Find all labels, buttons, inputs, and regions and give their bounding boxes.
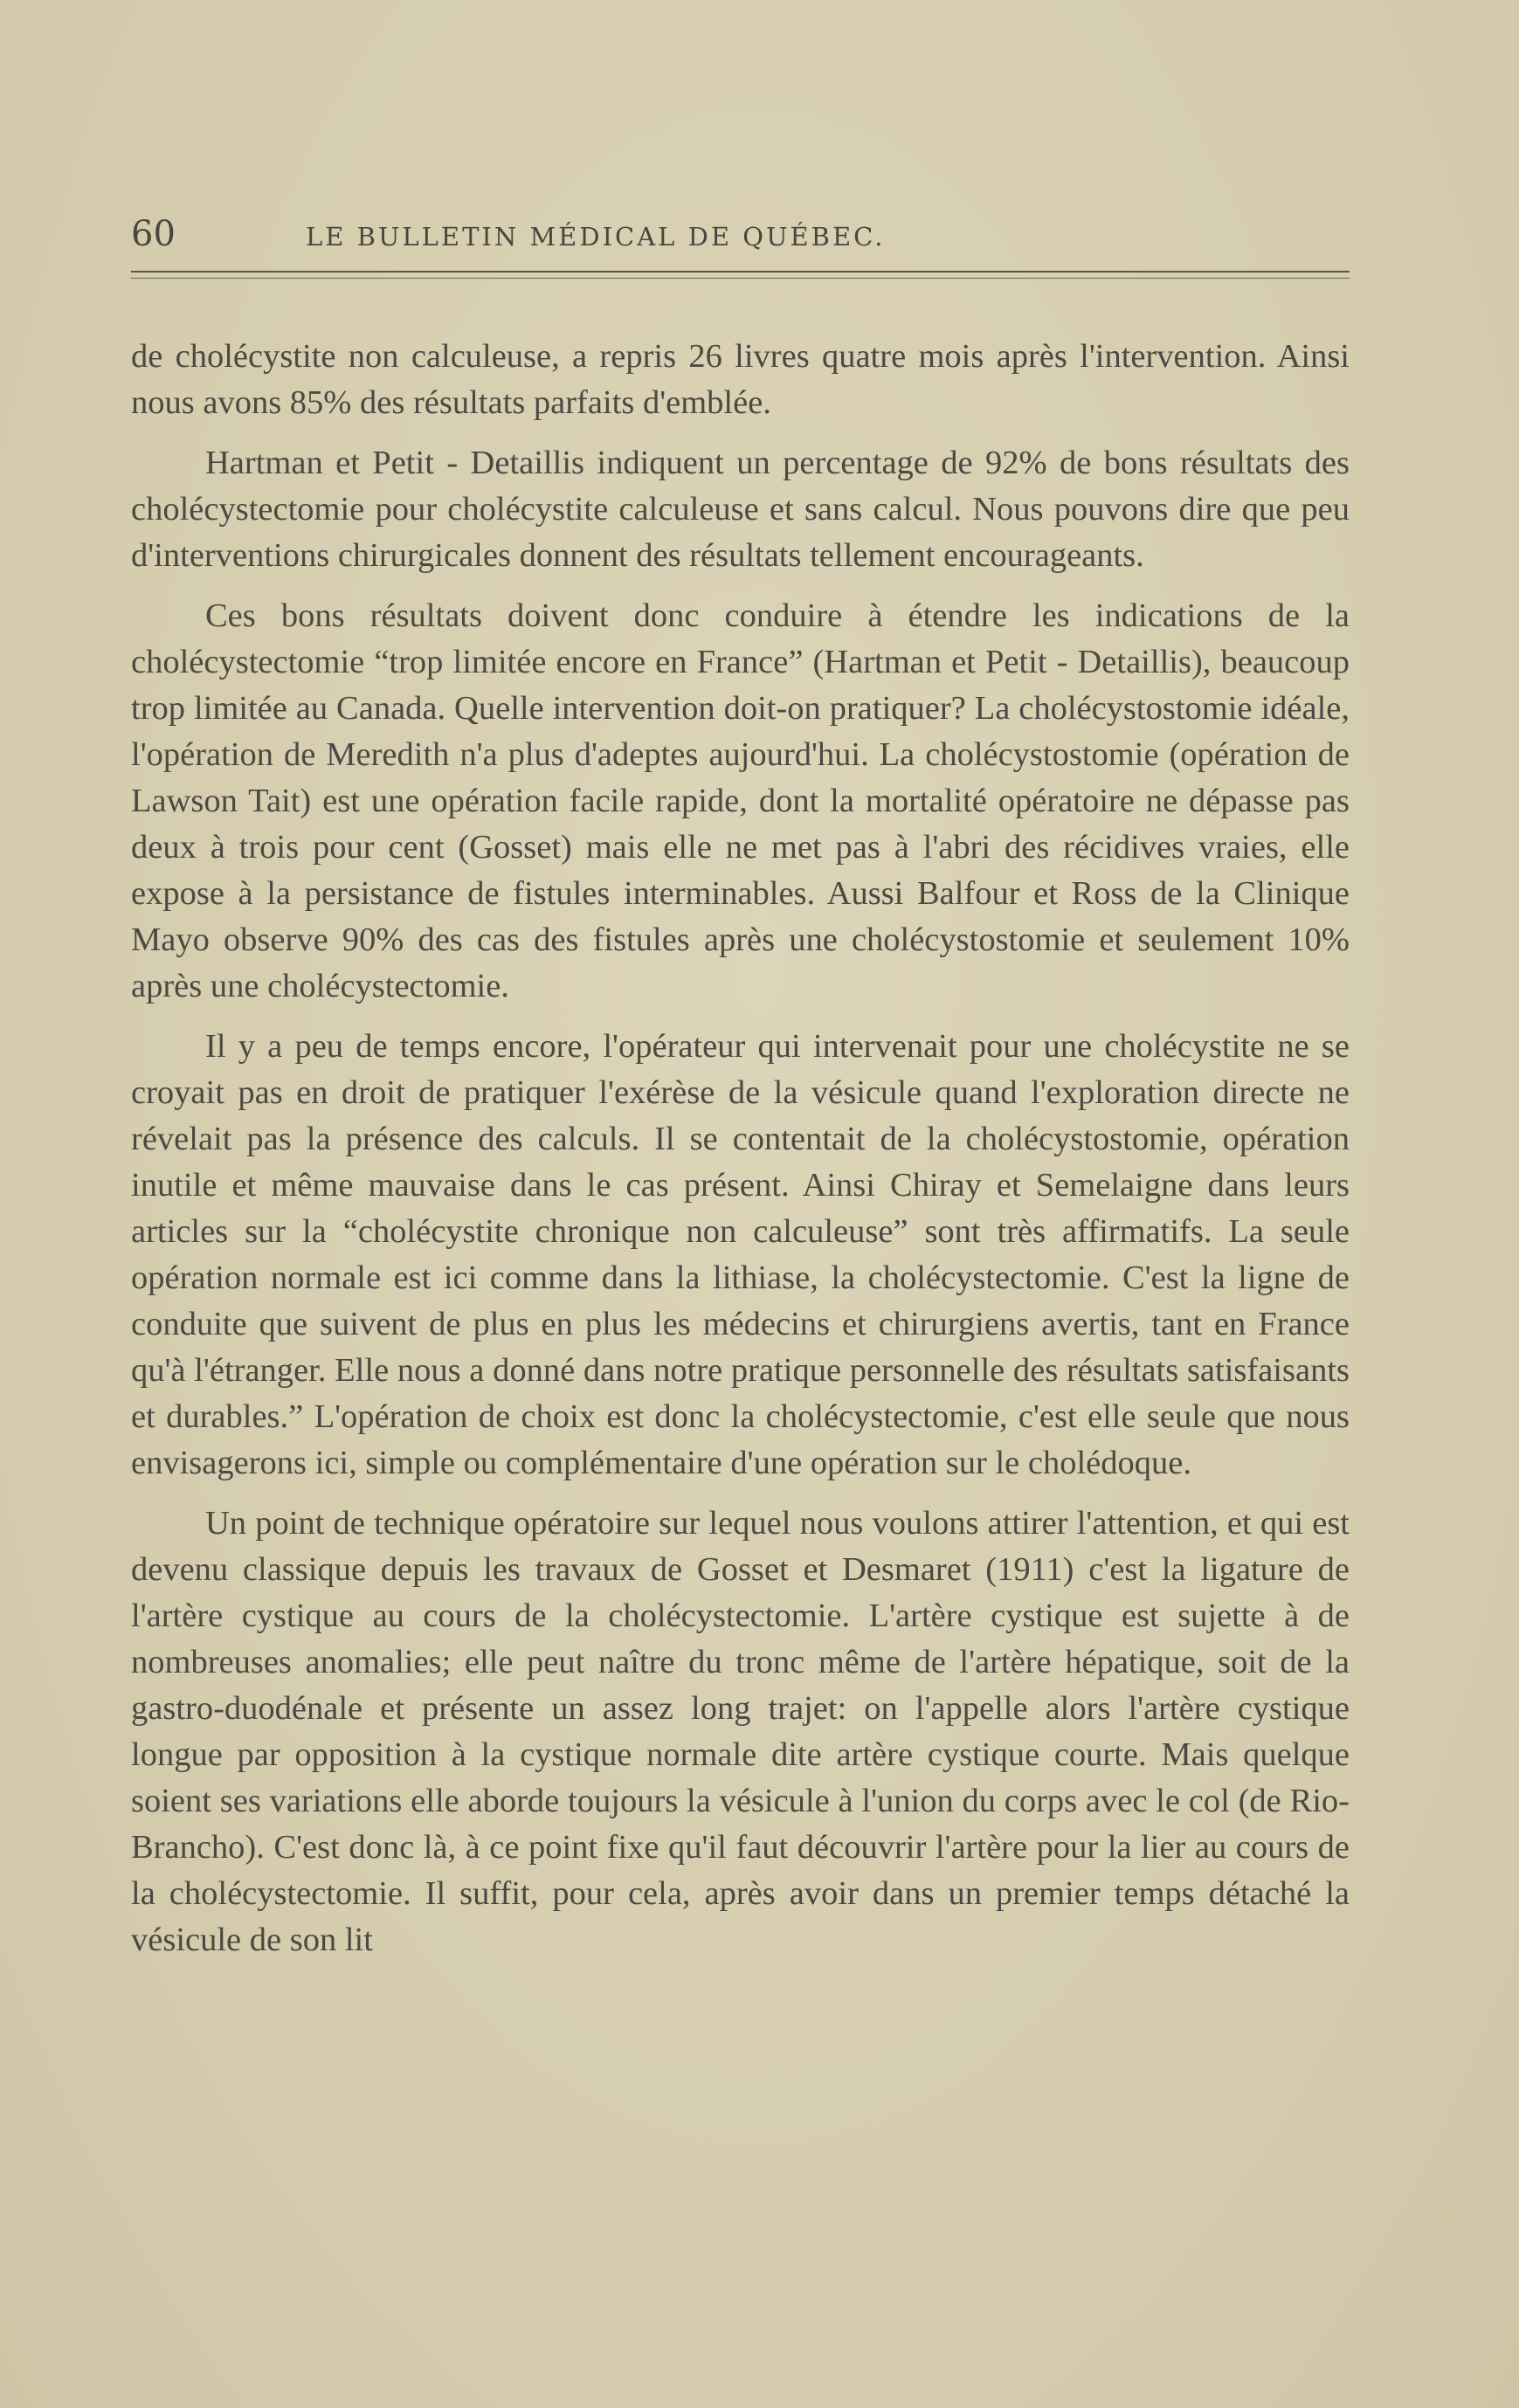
paragraph-2: Hartman et Petit - Detaillis indiquent un percentage de 92% de bons résultats des cholécystectomie pour cholécystite calculeuse et sans calcul. Nous pouvons dire que peu d'interventions chirurgicales donnent des résultats tellement encourageants. bbox=[131, 445, 1350, 574]
paragraph-1: de cholécystite non calculeuse, a repris 26 livres quatre mois après l'intervention. Ainsi nous avons 85% des résultats parfaits d'emblée. bbox=[131, 338, 1350, 421]
header-rule-secondary bbox=[131, 278, 1350, 279]
paragraph-4: Il y a peu de temps encore, l'opérateur qui intervenait pour une cholécystite ne se croyait pas en droit de pratiquer l'exérèse de la vésicule quand l'exploration directe ne révelait pas la présence des calculs. Il se contentait de la cholécystostomie, opération inutile et même mauvaise dans le cas présent. Ainsi Chiray et Semelaigne dans leurs articles sur la “cholécystite chronique non calculeuse” sont très affirmatifs. La seule opération normale est ici comme dans la lithiase, la cholécystectomie. C'est la ligne de conduite que suivent de plus en plus les médecins et chirurgiens avertis, tant en France qu'à l'étranger. Elle nous a donné dans notre pratique personnelle des résultats satisfaisants et durables.” L'opération de choix est donc la cholécystectomie, c'est elle seule que nous envisagerons ici, simple ou complémentaire d'une opération sur le cholédoque. bbox=[131, 1028, 1350, 1481]
paragraph-3: Ces bons résultats doivent donc conduire à étendre les indications de la cholécystectomie “trop limitée encore en France” (Hartman et Petit - Detaillis), beaucoup trop limitée au Canada. Quelle intervention doit-on pratiquer? La cholécystostomie idéale, l'opération de Meredith n'a plus d'adeptes aujourd'hui. La cholécystostomie (opération de Lawson Tait) est une opération facile rapide, dont la mortalité opératoire ne dépasse pas deux à trois pour cent (Gosset) mais elle ne met pas à l'abri des récidives vraies, elle expose à la persistance de fistules interminables. Aussi Balfour et Ross de la Clinique Mayo observe 90% des cas des fistules après une cholécystostomie et seulement 10% après une cholécystectomie. bbox=[131, 597, 1350, 1004]
header-rule bbox=[131, 271, 1350, 273]
body-text bbox=[131, 334, 1350, 1977]
page-header bbox=[131, 212, 1350, 265]
paragraph-5: Un point de technique opératoire sur lequel nous voulons attirer l'attention, et qui est devenu classique depuis les travaux de Gosset et Desmaret (1911) c'est la ligature de l'artère cystique au cours de la cholécystectomie. L'artère cystique est sujette à de nombreuses anomalies; elle peut naître du tronc même de l'artère hépatique, soit de la gastro-duodénale et présente un assez long trajet: on l'appelle alors l'artère cystique longue par opposition à la cystique normale dite artère cystique courte. Mais quelque soient ses variations elle aborde toujours la vésicule à l'union du corps avec le col (de Rio-Brancho). C'est donc là, à ce point fixe qu'il faut découvrir l'artère pour la lier au cours de la cholécystectomie. Il suffit, pour cela, après avoir dans un premier temps détaché la vésicule de son lit bbox=[131, 1505, 1350, 1958]
page-number: 60 bbox=[131, 214, 176, 254]
running-title: LE BULLETIN MÉDICAL DE QUÉBEC. bbox=[306, 222, 886, 252]
